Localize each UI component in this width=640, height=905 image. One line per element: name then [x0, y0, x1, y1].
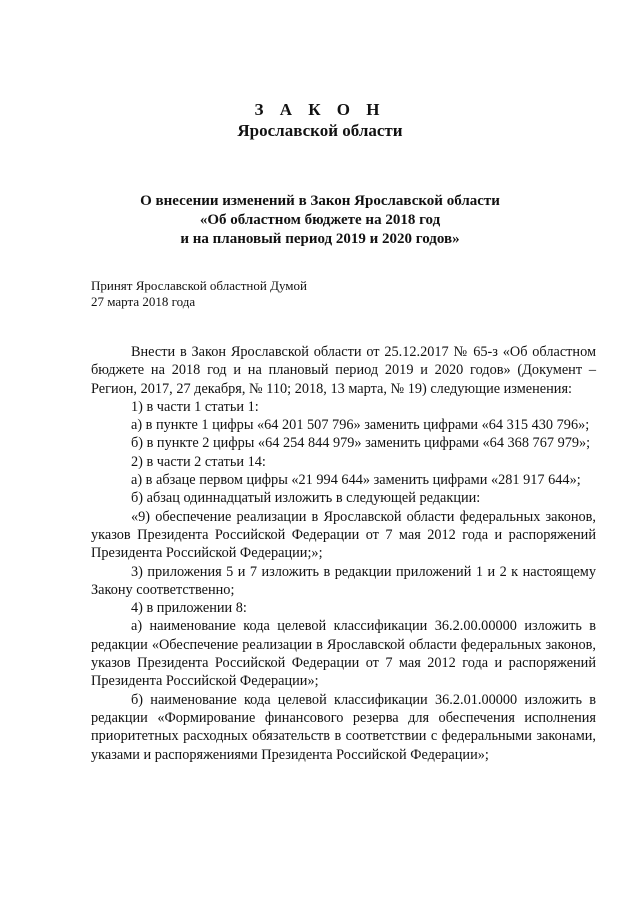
- law-body: [91, 343, 596, 764]
- law-title-line: О внесении изменений в Закон Ярославской области: [140, 193, 500, 209]
- item-4a: а) наименование кода целевой классификации 36.2.00.00000 изложить в редакции «Обеспечение реализации в Ярославской области федеральных законов, указов Президента Российской Федерации от 7 мая 2012 года и распоряжений Президента Российской Федерации»;: [91, 618, 596, 690]
- item-1: 1) в части 1 статьи 1:: [131, 398, 259, 415]
- item-4b: б) наименование кода целевой классификации 36.2.01.00000 изложить в редакции «Формирование финансового резерва для обеспечения исполнения приоритетных расходных обязательств в соответствии с федеральными законами, указами и распоряжениями Президента Российской Федерации»;: [91, 691, 596, 763]
- item-2b: б) абзац одиннадцатый изложить в следующей редакции:: [131, 490, 481, 507]
- adopted-date: 27 марта 2018 года: [91, 294, 196, 309]
- item-3: 3) приложения 5 и 7 изложить в редакции приложений 1 и 2 к настоящему Закону соответственно;: [91, 563, 596, 598]
- adoption-note: [91, 278, 307, 310]
- item-2b-text: «9) обеспечение реализации в Ярославской области федеральных законов, указов Президента Российской Федерации от 7 мая 2012 года и распоряжений Президента Российской Федерации;»;: [91, 508, 596, 562]
- law-title: [90, 192, 550, 249]
- item-2a: а) в абзаце первом цифры «21 994 644» заменить цифрами «281 917 644»;: [131, 472, 581, 489]
- item-1a: а) в пункте 1 цифры «64 201 507 796» заменить цифрами «64 315 430 796»;: [131, 417, 590, 434]
- adopted-by: Принят Ярославской областной Думой: [91, 278, 307, 293]
- item-1b: б) в пункте 2 цифры «64 254 844 979» заменить цифрами «64 368 767 979»;: [131, 435, 591, 452]
- item-2: 2) в части 2 статьи 14:: [131, 453, 266, 470]
- region-heading: Ярославской области: [237, 121, 403, 140]
- law-title-line: и на плановый период 2019 и 2020 годов»: [180, 231, 460, 247]
- document-type-heading: З А К О Н: [254, 100, 386, 119]
- item-4: 4) в приложении 8:: [131, 600, 247, 617]
- intro-paragraph: Внести в Закон Ярославской области от 25.12.2017 № 65-з «Об областном бюджете на 2018 год и на плановый период 2019 и 2020 годов» (Документ – Регион, 2017, 27 декабря, № 110; 2018, 13 марта, № 19) следующие изменения:: [91, 344, 596, 397]
- law-title-line: «Об областном бюджете на 2018 год: [199, 212, 441, 228]
